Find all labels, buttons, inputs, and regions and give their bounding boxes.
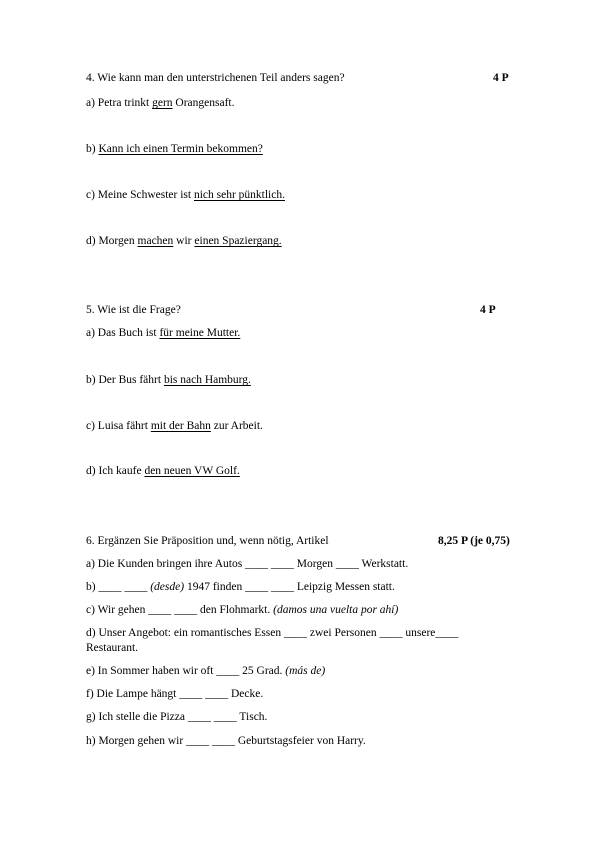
q6-item-e [86,664,325,678]
q4-b-underlined: Kann ich einen Termin bekommen? [98,143,263,155]
q4-item-c [86,188,285,202]
q6-title: 6. Ergänzen Sie Präposition und, wenn nötig, Artikel [86,535,329,547]
q5-item-d [86,464,240,478]
q4-a-underlined: gern [152,97,173,109]
q6-item-f: f) Die Lampe hängt ____ ____ Decke. [86,688,264,700]
q4-d-underlined-1: machen [137,235,174,247]
q4-c-text: c) Meine Schwester ist [86,189,194,201]
q5-a-text: a) Das Buch ist [86,327,160,339]
q6-b-hint: (desde) [150,581,185,593]
q6-e-hint: (más de) [285,665,326,677]
q6-item-h: h) Morgen gehen wir ____ ____ Geburtstagsfeier von Harry. [86,735,366,747]
q5-d-underlined: den neuen VW Golf. [144,465,240,477]
q6-e-text: e) In Sommer haben wir oft ____ 25 Grad. [86,665,286,677]
q4-a-text-end: Orangensaft. [172,97,235,109]
q5-title: 5. Wie ist die Frage? [86,304,181,316]
q6-item-g: g) Ich stelle die Pizza ____ ____ Tisch. [86,711,268,723]
q4-title: 4. Wie kann man den unterstrichenen Teil anders sagen? [86,72,345,84]
q6-item-c [86,603,398,617]
q5-item-a [86,326,240,340]
q5-c-text: c) Luisa fährt [86,420,151,432]
q6-b-text: b) ____ ____ [86,581,151,593]
q6-item-d-line1: d) Unser Angebot: ein romantisches Essen ____ zwei Personen ____ unsere____ [86,627,459,639]
q5-d-text: d) Ich kaufe [86,465,145,477]
q6-item-d-line2: Restaurant. [86,642,139,654]
q4-item-d [86,234,282,248]
q5-c-underlined: mit der Bahn [150,420,211,432]
q6-item-a: a) Die Kunden bringen ihre Autos ____ ____ Morgen ____ Werkstatt. [86,558,409,570]
q4-item-a [86,96,235,110]
q4-item-b [86,142,263,156]
q4-d-text: d) Morgen [86,235,138,247]
q5-a-underlined: für meine Mutter. [159,327,241,339]
q4-d-text-mid: wir [173,235,195,247]
q4-a-text: a) Petra trinkt [86,97,153,109]
q6-points: 8,25 P (je 0,75) [438,535,510,547]
q5-item-b [86,373,251,387]
q6-b-text-end: 1947 finden ____ ____ Leipzig Messen statt. [184,581,395,593]
q4-b-text: b) [86,143,99,155]
q6-c-hint: (damos una vuelta por ahí) [273,604,399,616]
q4-d-underlined-2: einen Spaziergang. [194,235,282,247]
q5-b-text: b) Der Bus fährt [86,374,164,386]
q5-b-underlined: bis nach Hamburg. [163,374,251,386]
q6-item-b [86,580,395,594]
q5-c-text-end: zur Arbeit. [210,420,263,432]
q5-points: 4 P [480,304,496,316]
q4-points: 4 P [493,72,509,84]
q6-c-text: c) Wir gehen ____ ____ den Flohmarkt. [86,604,274,616]
q4-c-underlined: nich sehr pünktlich. [193,189,285,201]
q5-item-c [86,419,263,433]
